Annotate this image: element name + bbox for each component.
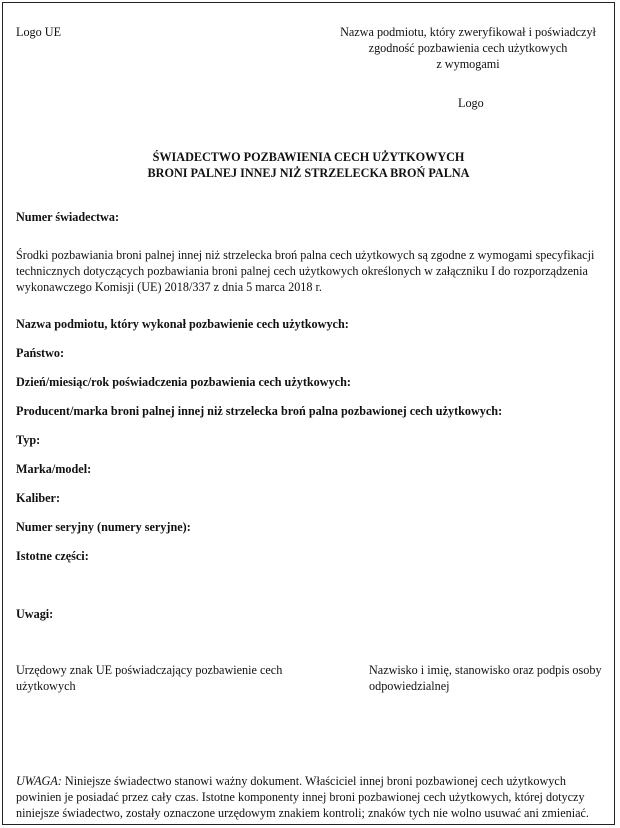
field-make-model-label: Marka/model:: [16, 462, 92, 476]
verifier-entity-line1: Nazwa podmiotu, który zweryfikował i poświadczył: [340, 25, 596, 39]
statement-line2: technicznych dotyczących pozbawiania broni palnej cech użytkowych określonych w załączniku I do rozporządzenia: [16, 264, 588, 278]
notice-label: UWAGA:: [16, 774, 62, 788]
verifier-entity-line3: z wymogami: [436, 57, 500, 71]
statement-line1: Środki pozbawiania broni palnej innej niż strzelecka broń palna cech użytkowych są zgodne z wymogami specyfikacji: [16, 248, 595, 262]
official-mark-line2: użytkowych: [16, 679, 76, 693]
notice-line3: niniejsze świadectwo, zostały oznaczone urzędowym znakiem kontroli; znaków tych nie wolno usuwać ani zmieniać.: [16, 806, 589, 820]
field-parts-label: Istotne części:: [16, 549, 89, 563]
field-entity-label: Nazwa podmiotu, który wykonał pozbawienie cech użytkowych:: [16, 317, 349, 331]
responsible-person-line2: odpowiedzialnej: [369, 679, 450, 693]
entity-logo-placeholder: Logo: [458, 96, 484, 110]
official-mark-line1: Urzędowy znak UE poświadczający pozbawienie cech: [16, 663, 283, 677]
eu-logo-placeholder: Logo UE: [16, 25, 62, 39]
responsible-person-line1: Nazwisko i imię, stanowisko oraz podpis osoby: [369, 663, 602, 677]
field-serial-label: Numer seryjny (numery seryjne):: [16, 520, 191, 534]
verifier-entity-line2: zgodność pozbawienia cech użytkowych: [368, 41, 568, 55]
statement-line3: wykonawczego Komisji (UE) 2018/337 z dnia 5 marca 2018 r.: [16, 280, 322, 294]
field-country-label: Państwo:: [16, 346, 65, 360]
notice-line1-text: Niniejsze świadectwo stanowi ważny dokument. Właściciel innej broni pozbawionej cech użytkowych: [61, 774, 566, 788]
title-line2: BRONI PALNEJ INNEJ NIŻ STRZELECKA BROŃ PALNA: [147, 166, 470, 180]
certificate-number-label: Numer świadectwa:: [16, 210, 120, 224]
field-remarks-label: Uwagi:: [16, 607, 54, 621]
notice-line2: powinien je posiadać przez cały czas. Istotne komponenty innej broni pozbawionej cech użytkowych, której dotyczy: [16, 790, 585, 804]
field-date-label: Dzień/miesiąc/rok poświadczenia pozbawienia cech użytkowych:: [16, 375, 351, 389]
field-calibre-label: Kaliber:: [16, 491, 61, 505]
notice-line1: [16, 773, 610, 789]
field-producer-label: Producent/marka broni palnej innej niż strzelecka broń palna pozbawionej cech użytkowych:: [16, 404, 503, 418]
field-type-label: Typ:: [16, 433, 41, 447]
title-line1: ŚWIADECTWO POZBAWIENIA CECH UŻYTKOWYCH: [152, 150, 465, 164]
